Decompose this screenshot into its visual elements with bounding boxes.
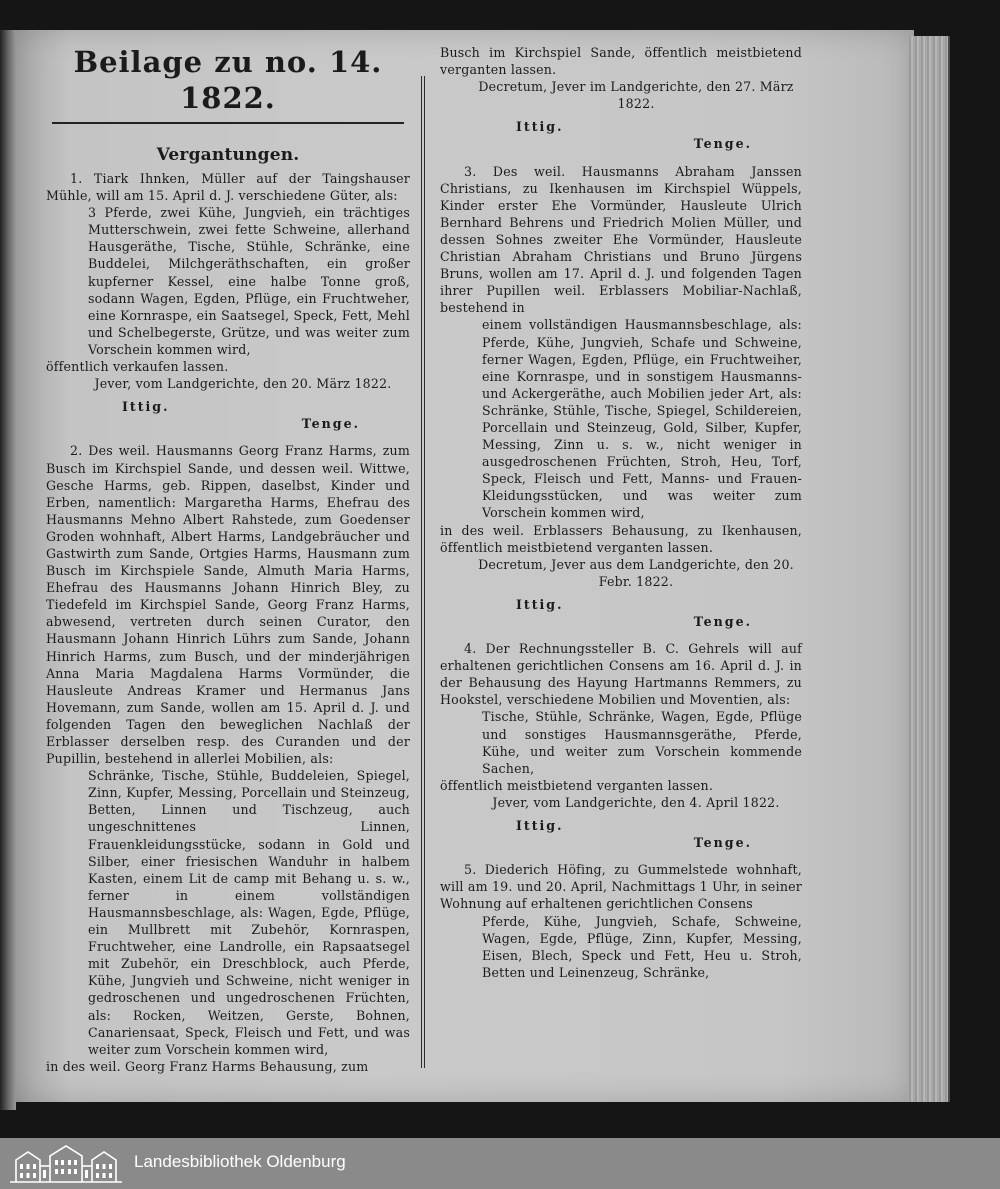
item2-signature-ittig: Ittig. bbox=[516, 119, 564, 135]
library-name[interactable]: Landesbibliothek Oldenburg bbox=[134, 1152, 346, 1171]
item3-intro: 3. Des weil. Hausmanns Abraham Janssen Christians, zu Ikenhausen im Kirchspiel Wüppels, Kinder erster Ehe Vormünder, Hausleute Ulrich Bernhard Behrens und Friedrich Molien Müller, und dessen Sohnes zweiter Ehe Vormünder, Hausleute Christian Abraham Christians und Bruno Jürgens Bruns, wollen am 17. April d. J. und folgenden Tagen ihrer Pupillen weil. Erblassers Mobiliar-Nachlaß, bestehend in bbox=[440, 163, 802, 316]
item1-goods: 3 Pferde, zwei Kühe, Jungvieh, ein trächtiges Mutterschwein, zwei fette Schweine, allerhand Hausgeräthe, Tische, Stühle, Schränke, eine Buddelei, Milchgeräthschaften, ein großer kupferner Kessel, eine halbe Tonne groß, sodann Wagen, Egden, Pflüge, ein Fruchtweher, eine Kornraspe, ein Saatsegel, Speck, Fett, Mehl und Schelbegerste, Grütze, und was weiter zum Vorschein kommen wird, bbox=[88, 205, 410, 357]
item2-continuation: Busch im Kirchspiel Sande, öffentlich meistbietend verganten lassen. bbox=[440, 45, 802, 78]
item3-place-date: Decretum, Jever aus dem Landgerichte, den 20. Febr. 1822. bbox=[478, 556, 794, 589]
item1-intro: 1. Tiark Ihnken, Müller auf der Taingshauser Mühle, will am 15. April d. J. verschiedene Güter, als: bbox=[46, 171, 410, 204]
item3-signature-tenge: Tenge. bbox=[693, 614, 752, 629]
item1-signature-ittig: Ittig. bbox=[122, 399, 170, 415]
footer-bar bbox=[0, 1138, 1000, 1189]
item2-intro: 2. Des weil. Hausmanns Georg Franz Harms, zum Busch im Kirchspiel Sande, und dessen weil. Wittwe, Gesche Harms, geb. Rippen, daselbst, Kinder und Erben, namentlich: Margaretha Harms, Ehefrau des Hausmanns Mehno Albert Rahstede, zum Goedenser Groden wohnhaft, Albert Harms, Landgebräucher und Gastwirth zum Sande, Ortgies Harms, Hausmann zum Busch im Kirchspiele Sande, Almuth Maria Harms, Ehefrau des Hausmanns Johann Hinrich Bley, zu Tiedefeld im Kirchspiel Sande, Georg Franz Harms, abwesend, vertreten durch seinen Curator, den Hausmann Johann Hinrich Lührs zum Sande, Johann Hinrich Harms, zum Busch, und der minderjährigen Anna Maria Magdalena Harms Vormünder, die Hausleute Andreas Kramer und Hermanus Jans Hovemann, zum Sande, wollen am 15. April d. J. und folgenden Tagen den beweglichen Nachlaß der Erblasser derselben resp. des Curanden und der Pupillin, bestehend in allerlei Mobilien, als: bbox=[46, 443, 410, 767]
item2-signature-tenge: Tenge. bbox=[693, 136, 752, 152]
library-building-logo-icon[interactable] bbox=[8, 1142, 124, 1186]
column-divider bbox=[421, 76, 425, 1068]
item3-goods: einem vollständigen Hausmannsbeschlage, als: Pferde, Kühe, Jungvieh, Schafe und Schweine, ferner Wagen, Egden, Pflüge, ein Fruchtweiher, eine Kornraspe, und in sonstigem Hausmanns- und Ackergeräthe, auch Mobilien jeder Art, als: Schränke, Stühle, Tische, Spiegel, Schildereien, Porcellain und Steinzeug, Gold, Silber, Kupfer, Messing, Zinn u. s. w., nicht weniger in ausgedroschenen Früchten, Stroh, Heu, Torf, Speck, Fleisch und Fett, Manns- und Frauen-Kleidungsstücken, und was weiter zum Vorschein kommen wird, bbox=[482, 317, 802, 521]
page-stack-edge bbox=[908, 36, 950, 1102]
item1-closing: öffentlich verkaufen lassen. bbox=[46, 359, 229, 375]
left-column bbox=[46, 44, 410, 1075]
page-title: Beilage zu no. 14. 1822. bbox=[73, 45, 383, 115]
book-spine-edge bbox=[0, 30, 16, 1110]
right-column bbox=[440, 44, 802, 981]
title-rule bbox=[52, 122, 404, 124]
item1-signature-tenge: Tenge. bbox=[301, 416, 360, 432]
item3-signature-ittig: Ittig. bbox=[516, 596, 564, 612]
item2-goods: Schränke, Tische, Stühle, Buddeleien, Spiegel, Zinn, Kupfer, Messing, Porcellain und Steinzeug, Betten, Linnen und Tischzeug, auch ungeschnittenes Linnen, Frauenkleidungsstücke, sodann in Gold und Silber, einer friesischen Wanduhr in halbem Kasten, einem Lit de camp mit Behang u. s. w., ferner in einem vollständigen Hausmannsbeschlage, als: Wagen, Egde, Pflüge, ein Mullbrett mit Zubehör, Kornraspen, Fruchtweher, eine Landrolle, ein Rapsaatsegel mit Zubehör, ein Dreschblock, auch Pferde, Kühe, Jungvieh und Schweine, nicht weniger in gedroschenen und ungedroschenen Früchten, als: Rocken, Weitzen, Gerste, Bohnen, Canariensaat, Speck, Fleisch und Fett, und was weiter zum Vorschein kommen wird, bbox=[88, 768, 410, 1057]
item4-goods: Tische, Stühle, Schränke, Wagen, Egde, Pflüge und sonstiges Hausmannsgeräthe, Pferde, Kühe, und weiter zum Vorschein kommende Sachen, bbox=[482, 709, 802, 776]
item1-place-date: Jever, vom Landgerichte, den 20. März 1822. bbox=[94, 376, 392, 392]
item5-goods: Pferde, Kühe, Jungvieh, Schafe, Schweine, Wagen, Egde, Pflüge, Zinn, Kupfer, Messing, Eisen, Blech, Speck und Fett, Heu u. Stroh, Betten und Leinenzeug, Schränke, bbox=[482, 913, 802, 980]
item4-closing: öffentlich meistbietend verganten lassen. bbox=[440, 777, 714, 793]
item4-signature-ittig: Ittig. bbox=[516, 818, 564, 834]
item4-intro: 4. Der Rechnungssteller B. C. Gehrels will auf erhaltenen gerichtlichen Consens am 16. April d. J. in der Behausung des Hayung Hartmanns Remmers, zu Hookstel, verschiedene Mobilien und Moventien, als: bbox=[440, 641, 802, 708]
item4-place-date: Jever, vom Landgerichte, den 4. April 1822. bbox=[492, 794, 780, 810]
item2-place-date: Decretum, Jever im Landgerichte, den 27. März 1822. bbox=[478, 79, 794, 112]
item5-intro: 5. Diederich Höfing, zu Gummelstede wohnhaft, will am 19. und 20. April, Nachmittags 1 Uhr, in seiner Wohnung auf erhaltenen gerichtlichen Consens bbox=[440, 862, 802, 912]
section-heading: Vergantungen. bbox=[156, 145, 300, 165]
item2-closing: in des weil. Georg Franz Harms Behausung, zum bbox=[46, 1058, 369, 1074]
item3-closing: in des weil. Erblassers Behausung, zu Ikenhausen, öffentlich meistbietend verganten lassen. bbox=[440, 522, 802, 555]
item4-signature-tenge: Tenge. bbox=[693, 835, 752, 851]
